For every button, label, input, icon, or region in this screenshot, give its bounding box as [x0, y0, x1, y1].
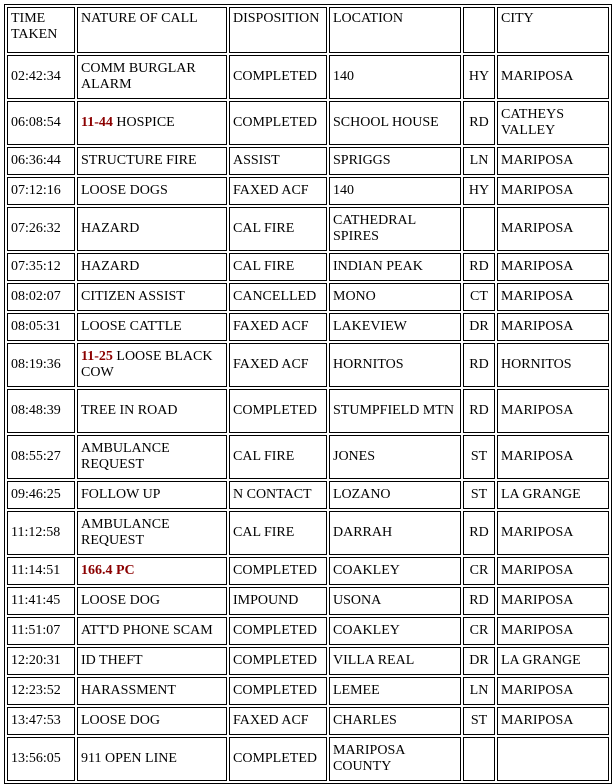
header-disposition: DISPOSITION: [229, 7, 327, 53]
header-nature-of-call: NATURE OF CALL: [77, 7, 227, 53]
table-row: [7, 343, 609, 387]
cell-location: DARRAH: [329, 511, 461, 555]
cell-time-taken: 06:36:44: [7, 147, 75, 175]
cell-street-suffix: DR: [463, 647, 495, 675]
call-log-body: [7, 55, 609, 781]
cell-nature-of-call: [77, 101, 227, 145]
cell-disposition: CANCELLED: [229, 283, 327, 311]
cell-disposition: COMPLETED: [229, 677, 327, 705]
call-nature: LOOSE CATTLE: [81, 319, 182, 334]
call-nature: LOOSE DOG: [81, 593, 160, 608]
cell-time-taken: 08:02:07: [7, 283, 75, 311]
cell-city: MARIPOSA: [497, 55, 609, 99]
cell-nature-of-call: [77, 647, 227, 675]
cell-location: VILLA REAL: [329, 647, 461, 675]
cell-location: INDIAN PEAK: [329, 253, 461, 281]
cell-street-suffix: DR: [463, 313, 495, 341]
cell-disposition: FAXED ACF: [229, 343, 327, 387]
cell-city: MARIPOSA: [497, 147, 609, 175]
call-nature: LOOSE DOG: [81, 713, 160, 728]
cell-street-suffix: RD: [463, 587, 495, 615]
table-row: [7, 435, 609, 479]
cell-street-suffix: [463, 207, 495, 251]
cell-location: CHARLES: [329, 707, 461, 735]
table-row: [7, 557, 609, 585]
call-nature: HAZARD: [81, 259, 140, 274]
cell-city: MARIPOSA: [497, 707, 609, 735]
cell-nature-of-call: [77, 147, 227, 175]
cell-disposition: COMPLETED: [229, 55, 327, 99]
cell-nature-of-call: [77, 737, 227, 781]
cell-location: HORNITOS: [329, 343, 461, 387]
cell-time-taken: 11:14:51: [7, 557, 75, 585]
cell-city: MARIPOSA: [497, 677, 609, 705]
cell-city: MARIPOSA: [497, 207, 609, 251]
cell-time-taken: 11:41:45: [7, 587, 75, 615]
cell-street-suffix: RD: [463, 253, 495, 281]
cell-disposition: CAL FIRE: [229, 207, 327, 251]
call-nature: STRUCTURE FIRE: [81, 153, 197, 168]
cell-disposition: ASSIST: [229, 147, 327, 175]
cell-disposition: COMPLETED: [229, 647, 327, 675]
call-code: 11-44: [81, 115, 113, 130]
table-row: [7, 147, 609, 175]
call-nature: ID THEFT: [81, 653, 143, 668]
cell-city: MARIPOSA: [497, 617, 609, 645]
cell-disposition: COMPLETED: [229, 101, 327, 145]
call-nature: LOOSE DOGS: [81, 183, 168, 198]
cell-disposition: N CONTACT: [229, 481, 327, 509]
call-nature: HARASSMENT: [81, 683, 176, 698]
cell-location: SPRIGGS: [329, 147, 461, 175]
call-code: 11-25: [81, 349, 113, 364]
call-nature: HOSPICE: [116, 115, 175, 130]
cell-street-suffix: ST: [463, 707, 495, 735]
cell-location: 140: [329, 177, 461, 205]
header-street-suffix: [463, 7, 495, 53]
cell-nature-of-call: [77, 481, 227, 509]
cell-disposition: IMPOUND: [229, 587, 327, 615]
cell-time-taken: 08:55:27: [7, 435, 75, 479]
cell-nature-of-call: [77, 283, 227, 311]
cell-location: USONA: [329, 587, 461, 615]
cell-time-taken: 09:46:25: [7, 481, 75, 509]
cell-city: MARIPOSA: [497, 587, 609, 615]
call-log-table: [4, 4, 612, 784]
cell-street-suffix: CR: [463, 557, 495, 585]
cell-street-suffix: LN: [463, 677, 495, 705]
cell-city: MARIPOSA: [497, 313, 609, 341]
cell-disposition: FAXED ACF: [229, 177, 327, 205]
cell-disposition: CAL FIRE: [229, 435, 327, 479]
cell-nature-of-call: [77, 557, 227, 585]
cell-nature-of-call: [77, 55, 227, 99]
call-nature: FOLLOW UP: [81, 487, 161, 502]
cell-time-taken: 11:51:07: [7, 617, 75, 645]
cell-street-suffix: RD: [463, 343, 495, 387]
cell-street-suffix: RD: [463, 511, 495, 555]
cell-city: MARIPOSA: [497, 177, 609, 205]
cell-time-taken: 08:19:36: [7, 343, 75, 387]
cell-time-taken: 08:05:31: [7, 313, 75, 341]
cell-location: JONES: [329, 435, 461, 479]
table-row: [7, 101, 609, 145]
cell-city: LA GRANGE: [497, 481, 609, 509]
table-row: [7, 707, 609, 735]
table-row: [7, 253, 609, 281]
header-row: [7, 7, 609, 53]
table-row: [7, 587, 609, 615]
call-code: 166.4 PC: [81, 563, 135, 578]
cell-nature-of-call: [77, 207, 227, 251]
cell-location: 140: [329, 55, 461, 99]
call-nature: LOOSE BLACK COW: [81, 349, 213, 380]
cell-nature-of-call: [77, 177, 227, 205]
cell-city: MARIPOSA: [497, 435, 609, 479]
cell-street-suffix: RD: [463, 389, 495, 433]
cell-time-taken: 12:23:52: [7, 677, 75, 705]
header-city: CITY: [497, 7, 609, 53]
cell-nature-of-call: [77, 677, 227, 705]
header-location: LOCATION: [329, 7, 461, 53]
call-nature: AMBULANCE REQUEST: [81, 517, 170, 548]
cell-city: MARIPOSA: [497, 253, 609, 281]
cell-location: LEMEE: [329, 677, 461, 705]
cell-time-taken: 11:12:58: [7, 511, 75, 555]
cell-location: CATHEDRAL SPIRES: [329, 207, 461, 251]
cell-city: HORNITOS: [497, 343, 609, 387]
cell-time-taken: 07:35:12: [7, 253, 75, 281]
cell-nature-of-call: [77, 313, 227, 341]
cell-disposition: FAXED ACF: [229, 707, 327, 735]
cell-city: MARIPOSA: [497, 283, 609, 311]
cell-disposition: COMPLETED: [229, 617, 327, 645]
cell-disposition: COMPLETED: [229, 557, 327, 585]
call-nature: CITIZEN ASSIST: [81, 289, 185, 304]
call-nature: TREE IN ROAD: [81, 403, 178, 418]
cell-location: STUMPFIELD MTN: [329, 389, 461, 433]
table-row: [7, 647, 609, 675]
cell-street-suffix: CT: [463, 283, 495, 311]
table-row: [7, 511, 609, 555]
cell-time-taken: 02:42:34: [7, 55, 75, 99]
cell-nature-of-call: [77, 511, 227, 555]
table-row: [7, 313, 609, 341]
cell-disposition: COMPLETED: [229, 389, 327, 433]
cell-disposition: COMPLETED: [229, 737, 327, 781]
header-time-taken: TIME TAKEN: [7, 7, 75, 53]
cell-city: MARIPOSA: [497, 389, 609, 433]
call-nature: HAZARD: [81, 221, 140, 236]
call-nature: ATT'D PHONE SCAM: [81, 623, 213, 638]
cell-time-taken: 13:47:53: [7, 707, 75, 735]
cell-time-taken: 06:08:54: [7, 101, 75, 145]
cell-street-suffix: ST: [463, 435, 495, 479]
cell-street-suffix: CR: [463, 617, 495, 645]
cell-street-suffix: ST: [463, 481, 495, 509]
cell-disposition: FAXED ACF: [229, 313, 327, 341]
cell-nature-of-call: [77, 707, 227, 735]
cell-city: [497, 737, 609, 781]
cell-location: SCHOOL HOUSE: [329, 101, 461, 145]
cell-city: LA GRANGE: [497, 647, 609, 675]
table-row: [7, 677, 609, 705]
cell-nature-of-call: [77, 343, 227, 387]
cell-location: MONO: [329, 283, 461, 311]
cell-nature-of-call: [77, 435, 227, 479]
cell-disposition: CAL FIRE: [229, 253, 327, 281]
table-row: [7, 207, 609, 251]
cell-location: LAKEVIEW: [329, 313, 461, 341]
cell-location: LOZANO: [329, 481, 461, 509]
cell-nature-of-call: [77, 253, 227, 281]
table-row: [7, 283, 609, 311]
cell-city: CATHEYS VALLEY: [497, 101, 609, 145]
cell-disposition: CAL FIRE: [229, 511, 327, 555]
table-row: [7, 737, 609, 781]
table-row: [7, 55, 609, 99]
cell-city: MARIPOSA: [497, 511, 609, 555]
table-row: [7, 389, 609, 433]
table-row: [7, 481, 609, 509]
cell-location: COAKLEY: [329, 557, 461, 585]
call-nature: COMM BURGLAR ALARM: [81, 61, 196, 92]
cell-street-suffix: RD: [463, 101, 495, 145]
cell-street-suffix: HY: [463, 177, 495, 205]
table-row: [7, 177, 609, 205]
cell-time-taken: 08:48:39: [7, 389, 75, 433]
cell-nature-of-call: [77, 587, 227, 615]
cell-time-taken: 07:12:16: [7, 177, 75, 205]
table-row: [7, 617, 609, 645]
cell-time-taken: 12:20:31: [7, 647, 75, 675]
cell-street-suffix: LN: [463, 147, 495, 175]
call-nature: 911 OPEN LINE: [81, 751, 177, 766]
cell-nature-of-call: [77, 389, 227, 433]
call-nature: AMBULANCE REQUEST: [81, 441, 170, 472]
cell-city: MARIPOSA: [497, 557, 609, 585]
cell-time-taken: 13:56:05: [7, 737, 75, 781]
cell-street-suffix: [463, 737, 495, 781]
cell-time-taken: 07:26:32: [7, 207, 75, 251]
cell-street-suffix: HY: [463, 55, 495, 99]
cell-location: MARIPOSA COUNTY: [329, 737, 461, 781]
cell-location: COAKLEY: [329, 617, 461, 645]
cell-nature-of-call: [77, 617, 227, 645]
